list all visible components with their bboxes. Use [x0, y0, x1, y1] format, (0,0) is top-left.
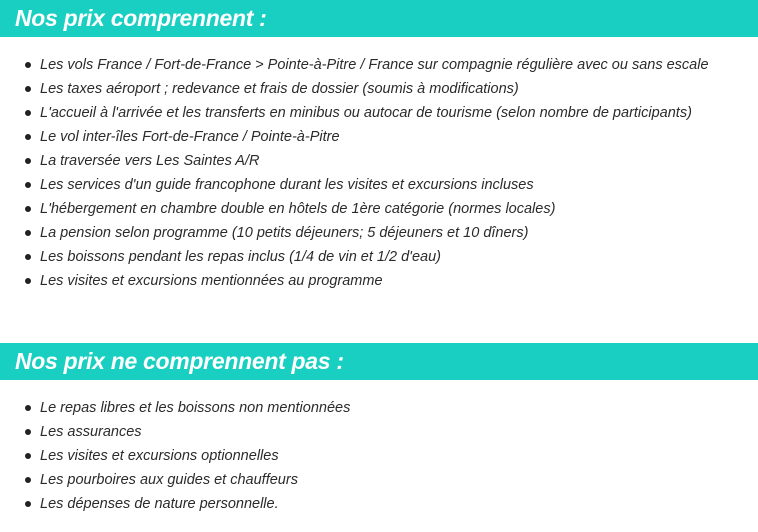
- bullet-icon: [25, 110, 31, 116]
- list-item-text: Les visites et excursions optionnelles: [40, 448, 279, 464]
- excluded-section-heading: Nos prix ne comprennent pas :: [15, 348, 344, 374]
- list-item: [0, 149, 709, 173]
- list-item-text: Les boissons pendant les repas inclus (1/4 de vin et 1/2 d'eau): [40, 249, 441, 265]
- list-item: [0, 492, 350, 516]
- list-item-text: La pension selon programme (10 petits déjeuners; 5 déjeuners et 10 dîners): [40, 225, 529, 241]
- list-item: [0, 468, 350, 492]
- included-items-list: [0, 53, 709, 293]
- list-item-text: L'accueil à l'arrivée et les transferts en minibus ou autocar de tourisme (selon nombre de participants): [40, 105, 692, 121]
- bullet-icon: [25, 405, 31, 411]
- excluded-items-list: [0, 396, 350, 516]
- list-item: [0, 396, 350, 420]
- bullet-icon: [25, 429, 31, 435]
- bullet-icon: [25, 254, 31, 260]
- list-item: [0, 245, 709, 269]
- list-item: [0, 77, 709, 101]
- list-item-text: L'hébergement en chambre double en hôtels de 1ère catégorie (normes locales): [40, 201, 556, 217]
- list-item-text: Les pourboires aux guides et chauffeurs: [40, 472, 298, 488]
- list-item: [0, 221, 709, 245]
- bullet-icon: [25, 158, 31, 164]
- list-item-text: Les visites et excursions mentionnées au programme: [40, 273, 383, 289]
- excluded-section-banner: [0, 343, 758, 380]
- included-section-banner: [0, 0, 758, 37]
- bullet-icon: [25, 86, 31, 92]
- bullet-icon: [25, 206, 31, 212]
- list-item-text: La traversée vers Les Saintes A/R: [40, 153, 260, 169]
- bullet-icon: [25, 477, 31, 483]
- bullet-icon: [25, 182, 31, 188]
- bullet-icon: [25, 501, 31, 507]
- list-item: [0, 101, 709, 125]
- bullet-icon: [25, 278, 31, 284]
- bullet-icon: [25, 453, 31, 459]
- list-item-text: Le vol inter-îles Fort-de-France / Pointe-à-Pitre: [40, 129, 340, 145]
- list-item: [0, 125, 709, 149]
- bullet-icon: [25, 230, 31, 236]
- list-item-text: Les vols France / Fort-de-France > Pointe-à-Pitre / France sur compagnie régulière avec ou sans escale: [40, 57, 709, 73]
- list-item: [0, 53, 709, 77]
- list-item-text: Le repas libres et les boissons non mentionnées: [40, 400, 351, 416]
- list-item-text: Les dépenses de nature personnelle.: [40, 496, 279, 512]
- list-item-text: Les taxes aéroport ; redevance et frais de dossier (soumis à modifications): [40, 81, 519, 97]
- list-item-text: Les services d'un guide francophone durant les visites et excursions incluses: [40, 177, 534, 193]
- list-item: [0, 197, 709, 221]
- bullet-icon: [25, 62, 31, 68]
- list-item: [0, 269, 709, 293]
- list-item: [0, 420, 350, 444]
- list-item: [0, 173, 709, 197]
- included-section-heading: Nos prix comprennent :: [15, 5, 267, 31]
- list-item-text: Les assurances: [40, 424, 142, 440]
- bullet-icon: [25, 134, 31, 140]
- list-item: [0, 444, 350, 468]
